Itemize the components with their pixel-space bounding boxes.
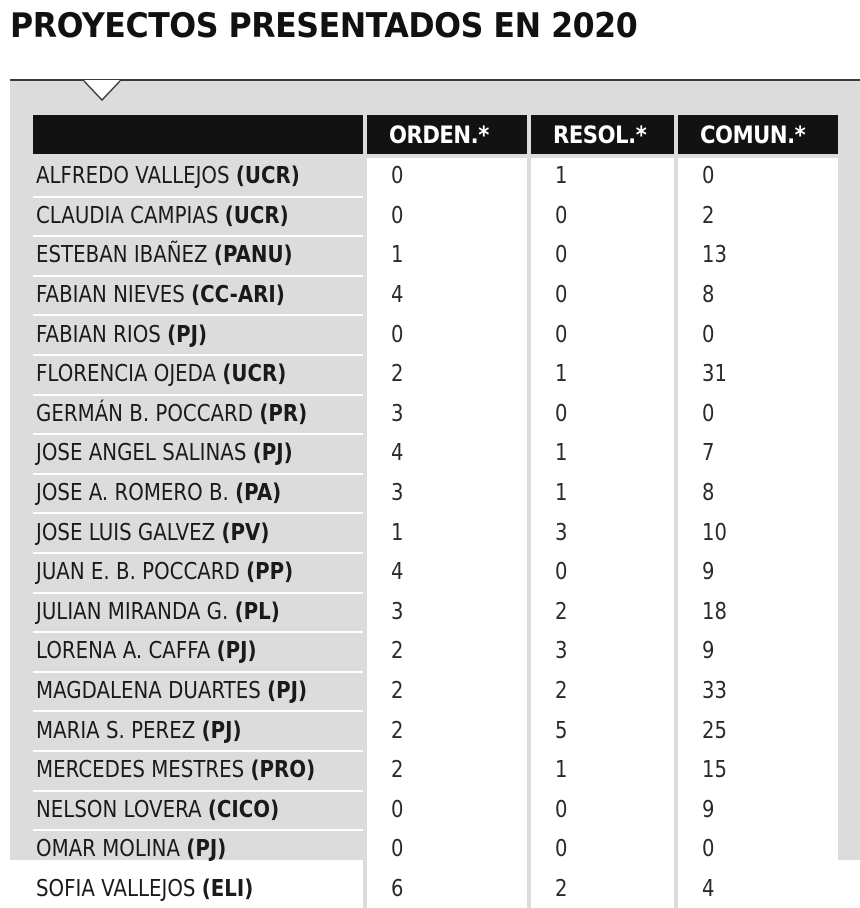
orden-count: 2 (365, 672, 529, 712)
legislator-cell (33, 156, 365, 197)
orden-count: 2 (365, 751, 529, 791)
orden-count: 0 (365, 791, 529, 831)
table-row (33, 553, 838, 593)
orden-count: 0 (365, 156, 529, 197)
party-label: (PL) (234, 598, 280, 625)
comun-count: 33 (676, 672, 838, 712)
legislator-name: GERMÁN B. POCCARD (36, 400, 254, 427)
comun-count: 13 (676, 236, 838, 276)
legislator-name: JULIAN MIRANDA G. (36, 598, 229, 625)
legislator-cell (33, 553, 365, 593)
comun-count: 9 (676, 791, 838, 831)
page-title: PROYECTOS PRESENTADOS EN 2020 (10, 6, 638, 46)
legislator-cell (33, 395, 365, 435)
party-label: (PP) (246, 559, 294, 586)
legislator-name: ALFREDO VALLEJOS (36, 163, 230, 190)
comun-count: 0 (676, 830, 838, 870)
resol-count: 1 (529, 751, 676, 791)
resol-count: 0 (529, 236, 676, 276)
comun-count: 18 (676, 593, 838, 633)
resol-count: 3 (529, 632, 676, 672)
resol-count: 1 (529, 355, 676, 395)
legislator-cell (33, 434, 365, 474)
projects-table (33, 115, 838, 908)
party-label: (PV) (221, 519, 270, 546)
table-row (33, 395, 838, 435)
table-row (33, 434, 838, 474)
legislator-name: OMAR MOLINA (36, 836, 181, 863)
legislator-cell (33, 672, 365, 712)
party-label: (PA) (235, 480, 282, 507)
legislator-name: MAGDALENA DUARTES (36, 678, 261, 705)
legislator-name: JOSE ANGEL SALINAS (36, 440, 247, 467)
legislator-name: MARIA S. PEREZ (36, 717, 196, 744)
party-label: (UCR) (222, 361, 287, 388)
table-row (33, 156, 838, 197)
comun-count: 2 (676, 197, 838, 237)
table-row (33, 355, 838, 395)
legislator-cell (33, 711, 365, 751)
header-resol: RESOL.* (529, 115, 676, 156)
orden-count: 0 (365, 830, 529, 870)
resol-count: 0 (529, 276, 676, 316)
legislator-name: FABIAN NIEVES (36, 282, 185, 309)
header-legislator (33, 115, 365, 156)
legislator-cell (33, 593, 365, 633)
table-row (33, 632, 838, 672)
legislator-name: SOFIA VALLEJOS (36, 875, 196, 902)
comun-count: 9 (676, 553, 838, 593)
legislator-cell (33, 632, 365, 672)
resol-count: 2 (529, 672, 676, 712)
resol-count: 0 (529, 395, 676, 435)
comun-count: 0 (676, 395, 838, 435)
orden-count: 1 (365, 513, 529, 553)
orden-count: 3 (365, 395, 529, 435)
resol-count: 1 (529, 434, 676, 474)
orden-count: 0 (365, 315, 529, 355)
legislator-name: MERCEDES MESTRES (36, 757, 245, 784)
table-row (33, 236, 838, 276)
orden-count: 2 (365, 632, 529, 672)
party-label: (PJ) (267, 678, 308, 705)
legislator-cell (33, 830, 365, 870)
comun-count: 0 (676, 156, 838, 197)
party-label: (ELI) (201, 875, 254, 902)
legislator-cell (33, 513, 365, 553)
comun-count: 15 (676, 751, 838, 791)
party-label: (PRO) (250, 757, 316, 784)
comun-count: 8 (676, 276, 838, 316)
table-row (33, 791, 838, 831)
orden-count: 4 (365, 434, 529, 474)
resol-count: 0 (529, 830, 676, 870)
party-label: (PJ) (167, 321, 208, 348)
legislator-cell (33, 870, 365, 908)
resol-count: 2 (529, 870, 676, 908)
table-row (33, 830, 838, 870)
orden-count: 3 (365, 593, 529, 633)
table-body (33, 156, 838, 908)
party-label: (CC-ARI) (191, 282, 285, 309)
table-row (33, 751, 838, 791)
legislator-cell (33, 791, 365, 831)
table-row (33, 870, 838, 908)
resol-count: 1 (529, 474, 676, 514)
header-comun: COMUN.* (676, 115, 838, 156)
table-row (33, 593, 838, 633)
table-row (33, 711, 838, 751)
comun-count: 7 (676, 434, 838, 474)
resol-count: 0 (529, 791, 676, 831)
comun-count: 4 (676, 870, 838, 908)
resol-count: 0 (529, 553, 676, 593)
party-label: (PJ) (201, 717, 242, 744)
party-label: (PJ) (216, 638, 257, 665)
legislator-cell (33, 276, 365, 316)
party-label: (UCR) (235, 163, 300, 190)
table-header-row (33, 115, 838, 156)
resol-count: 0 (529, 197, 676, 237)
legislator-name: FABIAN RIOS (36, 321, 161, 348)
comun-count: 8 (676, 474, 838, 514)
legislator-name: JUAN E. B. POCCARD (36, 559, 240, 586)
orden-count: 4 (365, 276, 529, 316)
legislator-cell (33, 315, 365, 355)
orden-count: 1 (365, 236, 529, 276)
orden-count: 0 (365, 197, 529, 237)
party-label: (CICO) (207, 796, 280, 823)
comun-count: 10 (676, 513, 838, 553)
party-label: (PR) (259, 400, 308, 427)
legislator-cell (33, 236, 365, 276)
comun-count: 25 (676, 711, 838, 751)
comun-count: 9 (676, 632, 838, 672)
table-row (33, 315, 838, 355)
resol-count: 0 (529, 315, 676, 355)
orden-count: 2 (365, 355, 529, 395)
resol-count: 2 (529, 593, 676, 633)
party-label: (PJ) (252, 440, 293, 467)
resol-count: 1 (529, 156, 676, 197)
table-row (33, 197, 838, 237)
table-row (33, 474, 838, 514)
party-label: (PJ) (186, 836, 227, 863)
table-row (33, 672, 838, 712)
resol-count: 5 (529, 711, 676, 751)
table-row (33, 276, 838, 316)
party-label: (UCR) (224, 202, 289, 229)
legislator-name: JOSE LUIS GALVEZ (36, 519, 216, 546)
orden-count: 2 (365, 711, 529, 751)
legislator-name: NELSON LOVERA (36, 796, 202, 823)
legislator-cell (33, 197, 365, 237)
legislator-name: LORENA A. CAFFA (36, 638, 211, 665)
comun-count: 31 (676, 355, 838, 395)
resol-count: 3 (529, 513, 676, 553)
orden-count: 4 (365, 553, 529, 593)
legislator-cell (33, 355, 365, 395)
legislator-name: CLAUDIA CAMPIAS (36, 202, 219, 229)
legislator-cell (33, 751, 365, 791)
legislator-name: FLORENCIA OJEDA (36, 361, 217, 388)
party-label: (PANU) (213, 242, 293, 269)
table-row (33, 513, 838, 553)
header-orden: ORDEN.* (365, 115, 529, 156)
comun-count: 0 (676, 315, 838, 355)
legislator-name: ESTEBAN IBAÑEZ (36, 242, 208, 269)
orden-count: 3 (365, 474, 529, 514)
legislator-name: JOSE A. ROMERO B. (36, 480, 229, 507)
legislator-cell (33, 474, 365, 514)
orden-count: 6 (365, 870, 529, 908)
